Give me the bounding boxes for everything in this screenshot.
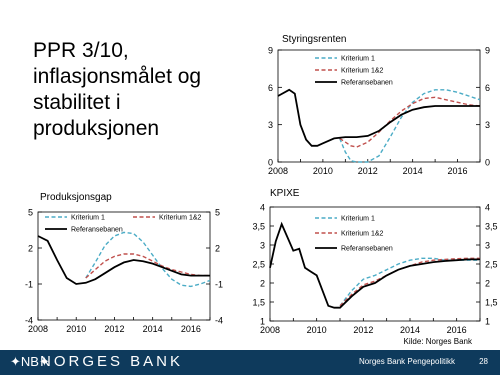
- y-tick-label: -4: [24, 315, 33, 326]
- x-tick-label: 2008: [27, 324, 49, 334]
- chart-title: KPIXE: [270, 188, 300, 199]
- slide-title-line: PPR 3/10,: [33, 39, 129, 62]
- legend-label: Referansebanen: [71, 226, 123, 234]
- y-tick-label: 0: [267, 157, 273, 168]
- series-line: [340, 97, 480, 147]
- x-tick-label: 2008: [259, 325, 281, 335]
- y-tick-label-right: 4: [485, 202, 491, 213]
- y-tick-label: 1,5: [252, 297, 265, 308]
- slide-title-line: produksjonen: [33, 117, 160, 140]
- plot-frame: [270, 207, 480, 321]
- y-tick-label-right: 9: [485, 45, 491, 56]
- y-tick-label-right: 1,5: [485, 297, 498, 308]
- series-line: [86, 232, 210, 286]
- chart-title: Produksjonsgap: [40, 192, 112, 203]
- x-tick-label: 2008: [267, 166, 289, 176]
- y-tick-label-right: 0: [485, 157, 491, 168]
- y-tick-label: 2,5: [252, 259, 265, 270]
- y-tick-label-right: 5: [215, 207, 221, 218]
- chart-title: Styringsrenten: [282, 34, 347, 45]
- y-tick-label-right: 3: [485, 240, 491, 251]
- legend-label: Referansebanen: [341, 79, 393, 87]
- y-tick-label: 2: [259, 278, 265, 289]
- y-tick-label-right: 2,5: [485, 259, 498, 270]
- y-tick-label: 6: [267, 82, 273, 93]
- x-tick-label: 2010: [66, 324, 87, 334]
- series-line: [340, 90, 480, 162]
- x-tick-label: 2016: [447, 166, 468, 176]
- x-tick-label: 2012: [104, 324, 125, 334]
- y-tick-label: -1: [24, 279, 33, 290]
- y-tick-label-right: 3,5: [485, 221, 498, 232]
- x-tick-label: 2010: [306, 325, 327, 335]
- legend-label: Kriterium 1: [341, 55, 375, 63]
- slide-title-line: stabilitet i: [33, 91, 121, 114]
- slide-title-line: inflasjonsmålet og: [33, 65, 202, 88]
- y-tick-label: 3,5: [252, 221, 265, 232]
- slide-title: [33, 38, 233, 142]
- x-tick-label: 2014: [399, 325, 421, 335]
- series-line: [278, 90, 480, 146]
- y-tick-label-right: 6: [485, 82, 491, 93]
- x-tick-label: 2012: [353, 325, 374, 335]
- y-tick-label-right: -4: [215, 315, 224, 326]
- legend-label: Kriterium 1: [71, 214, 105, 222]
- y-tick-label-right: -1: [215, 279, 224, 290]
- norges-bank-logo-icon: ✦NB✦: [10, 354, 50, 369]
- output-gap-chart: [0, 180, 250, 345]
- y-tick-label: 4: [259, 202, 265, 213]
- legend-label: Kriterium 1&2: [341, 230, 384, 238]
- legend-label: Referansebanen: [341, 245, 393, 253]
- source-note: Kilde: Norges Bank: [403, 337, 472, 346]
- y-tick-label-right: 1: [485, 316, 491, 327]
- page-number: 28: [479, 357, 488, 366]
- x-tick-label: 2014: [142, 324, 163, 334]
- legend-label: Kriterium 1&2: [159, 214, 202, 222]
- y-tick-label: 9: [267, 45, 273, 56]
- kpixe-chart: [250, 180, 500, 345]
- y-tick-label: 2: [27, 243, 33, 254]
- y-tick-label: 3: [259, 240, 265, 251]
- bank-name: NORGES BANK: [40, 353, 184, 370]
- y-tick-label-right: 2: [215, 243, 221, 254]
- x-tick-label: 2016: [180, 324, 201, 334]
- x-tick-label: 2012: [357, 166, 378, 176]
- footer-bar: [0, 350, 500, 375]
- x-tick-label: 2010: [312, 166, 333, 176]
- y-tick-label: 3: [267, 120, 273, 131]
- footer-text: Norges Bank Pengepolitikk: [358, 357, 455, 366]
- y-tick-label-right: 2: [485, 278, 491, 289]
- y-tick-label: 1: [259, 316, 265, 327]
- x-tick-label: 2016: [446, 325, 467, 335]
- x-tick-label: 2014: [402, 166, 423, 176]
- legend-label: Kriterium 1: [341, 215, 375, 223]
- y-tick-label: 5: [27, 207, 33, 218]
- legend-label: Kriterium 1&2: [341, 67, 384, 75]
- y-tick-label-right: 3: [485, 120, 491, 131]
- policy-rate-chart: [250, 0, 500, 185]
- series-line: [38, 236, 210, 284]
